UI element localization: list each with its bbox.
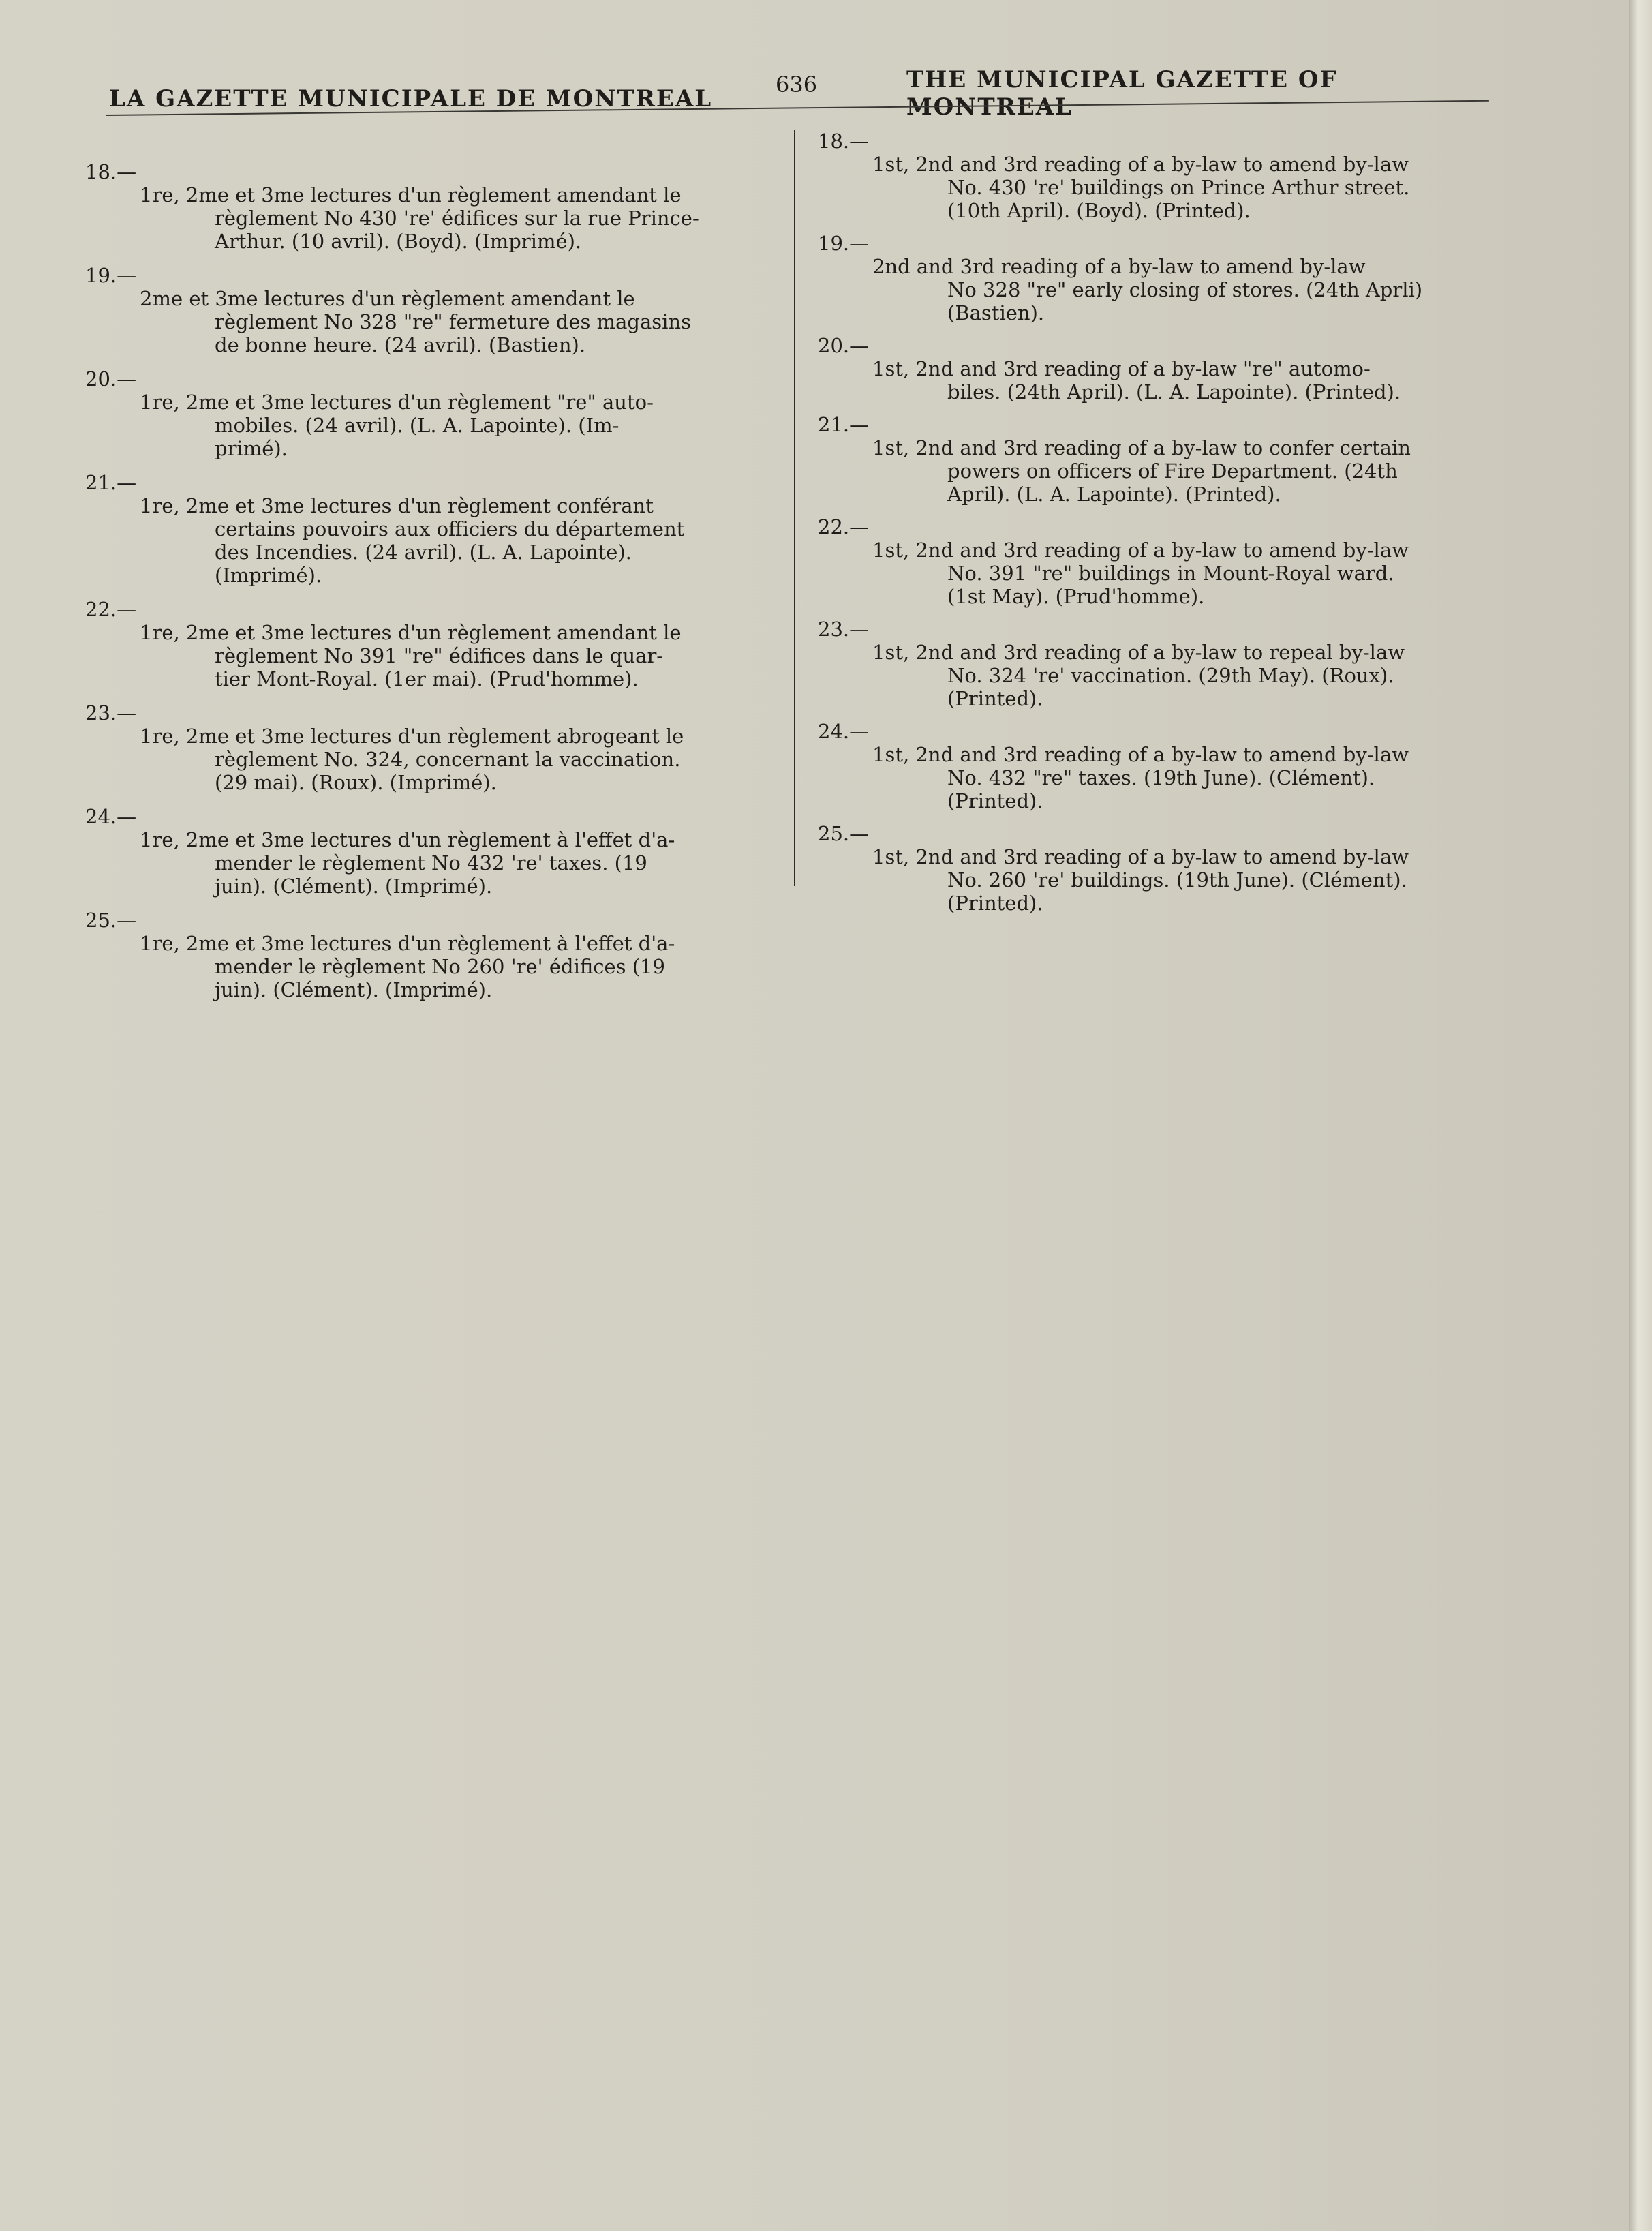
entry-21 — [818, 413, 1513, 506]
entry-text-line: juin). (Clément). (Imprimé). — [215, 978, 493, 1001]
entry-text-line: 1st, 2nd and 3rd reading of a by-law to amend by-law — [872, 538, 1409, 562]
entry-19 — [85, 264, 787, 356]
header-english-title: THE MUNICIPAL GAZETTE OF MONTREAL — [906, 66, 1338, 121]
entry-text-line: (Printed). — [947, 789, 1043, 813]
english-column — [818, 130, 1513, 924]
entry-text-line: règlement No 391 "re" édifices dans le quar- — [215, 644, 664, 667]
entry-number: 22.— — [818, 515, 870, 538]
entry-22 — [85, 598, 787, 690]
entry-text-line: biles. (24th April). (L. A. Lapointe). (Printed). — [947, 380, 1401, 404]
page-number: 636 — [776, 72, 818, 97]
entry-25 — [818, 822, 1513, 915]
entry-text-line: 1st, 2nd and 3rd reading of a by-law to amend by-law — [872, 845, 1409, 868]
entry-text-line: 1re, 2me et 3me lectures d'un règlement à l'effet d'a- — [140, 932, 675, 955]
entry-text-line: 1re, 2me et 3me lectures d'un règlement à l'effet d'a- — [140, 828, 675, 851]
entry-text-line: des Incendies. (24 avril). (L. A. Lapointe). — [215, 541, 632, 564]
entry-25 — [85, 909, 787, 1001]
entry-text-line: mobiles. (24 avril). (L. A. Lapointe). (Im- — [215, 414, 620, 437]
entry-23 — [85, 701, 787, 794]
header-french-title: LA GAZETTE MUNICIPALE DE MONTREAL — [109, 85, 713, 112]
entry-text-line: 1re, 2me et 3me lectures d'un règlement "re" auto- — [140, 391, 654, 414]
entry-21 — [85, 471, 787, 587]
entry-number: 23.— — [818, 618, 870, 641]
entry-number: 24.— — [85, 805, 137, 828]
entry-text-line: 2nd and 3rd reading of a by-law to amend by-law — [872, 255, 1366, 278]
entry-18 — [818, 130, 1513, 222]
entry-text-line: 1re, 2me et 3me lectures d'un règlement conférant — [140, 494, 654, 517]
entry-number: 25.— — [85, 909, 137, 932]
entry-text-line: 1st, 2nd and 3rd reading of a by-law "re" automo- — [872, 357, 1371, 380]
page-header — [102, 65, 1486, 119]
entry-text-line: primé). — [215, 437, 288, 460]
entry-text-line: 1st, 2nd and 3rd reading of a by-law to amend by-law — [872, 743, 1409, 766]
entry-number: 19.— — [85, 264, 137, 287]
entry-text-line: (Printed). — [947, 687, 1043, 710]
entry-text-line: (10th April). (Boyd). (Printed). — [947, 199, 1251, 222]
entry-text-line: Arthur. (10 avril). (Boyd). (Imprimé). — [215, 230, 582, 253]
entry-text-line: 1st, 2nd and 3rd reading of a by-law to confer certain — [872, 436, 1411, 459]
entry-number: 21.— — [85, 471, 137, 494]
entry-text-line: (Imprimé). — [215, 564, 322, 587]
entry-24 — [85, 805, 787, 898]
entry-text-line: 2me et 3me lectures d'un règlement amendant le — [140, 287, 635, 310]
entry-number: 25.— — [818, 822, 870, 845]
entry-text-line: de bonne heure. (24 avril). (Bastien). — [215, 333, 586, 356]
entry-text-line: règlement No. 324, concernant la vaccination. — [215, 748, 681, 771]
entry-text-line: 1re, 2me et 3me lectures d'un règlement amendant le — [140, 183, 682, 207]
entry-text-line: certains pouvoirs aux officiers du département — [215, 517, 685, 541]
entry-text-line: (Bastien). — [947, 301, 1045, 324]
entry-text-line: règlement No 328 "re" fermeture des magasins — [215, 310, 691, 333]
entry-text-line: (Printed). — [947, 892, 1043, 915]
entry-23 — [818, 618, 1513, 710]
entry-text-line: mender le règlement No 432 're' taxes. (19 — [215, 851, 647, 875]
entry-number: 19.— — [818, 232, 870, 255]
entry-text-line: No. 430 're' buildings on Prince Arthur street. — [947, 176, 1410, 199]
entry-text-line: No 328 "re" early closing of stores. (24th Aprli) — [947, 278, 1423, 301]
entry-text-line: No. 432 "re" taxes. (19th June). (Clément). — [947, 766, 1375, 789]
entry-text-line: règlement No 430 're' édifices sur la rue Prince- — [215, 207, 699, 230]
entry-number: 24.— — [818, 720, 870, 743]
entry-text-line: powers on officers of Fire Department. (24th — [947, 459, 1398, 483]
entry-text-line: April). (L. A. Lapointe). (Printed). — [947, 483, 1281, 506]
entry-text-line: juin). (Clément). (Imprimé). — [215, 875, 493, 898]
entry-24 — [818, 720, 1513, 813]
entry-number: 23.— — [85, 701, 137, 725]
entry-text-line: No. 324 're' vaccination. (29th May). (Roux). — [947, 664, 1394, 687]
entry-text-line: 1re, 2me et 3me lectures d'un règlement amendant le — [140, 621, 682, 644]
french-column — [85, 160, 787, 1012]
entry-text-line: 1st, 2nd and 3rd reading of a by-law to amend by-law — [872, 153, 1409, 176]
entry-20 — [818, 334, 1513, 404]
entry-text-line: (1st May). (Prud'homme). — [947, 585, 1205, 608]
entry-number: 20.— — [818, 334, 870, 357]
column-divider — [794, 130, 795, 886]
entry-text-line: (29 mai). (Roux). (Imprimé). — [215, 771, 497, 794]
entry-text-line: mender le règlement No 260 're' édifices (19 — [215, 955, 665, 978]
entry-number: 18.— — [85, 160, 137, 183]
entry-number: 18.— — [818, 130, 870, 153]
book-spine — [1629, 0, 1652, 2231]
entry-text-line: 1re, 2me et 3me lectures d'un règlement abrogeant le — [140, 725, 684, 748]
entry-text-line: No. 260 're' buildings. (19th June). (Clément). — [947, 868, 1407, 892]
entry-19 — [818, 232, 1513, 324]
entry-text-line: 1st, 2nd and 3rd reading of a by-law to repeal by-law — [872, 641, 1405, 664]
entry-18 — [85, 160, 787, 253]
entry-text-line: tier Mont-Royal. (1er mai). (Prud'homme). — [215, 667, 639, 690]
entry-22 — [818, 515, 1513, 608]
entry-number: 21.— — [818, 413, 870, 436]
entry-number: 22.— — [85, 598, 137, 621]
entry-20 — [85, 367, 787, 460]
entry-text-line: No. 391 "re" buildings in Mount-Royal ward. — [947, 562, 1394, 585]
entry-number: 20.— — [85, 367, 137, 391]
